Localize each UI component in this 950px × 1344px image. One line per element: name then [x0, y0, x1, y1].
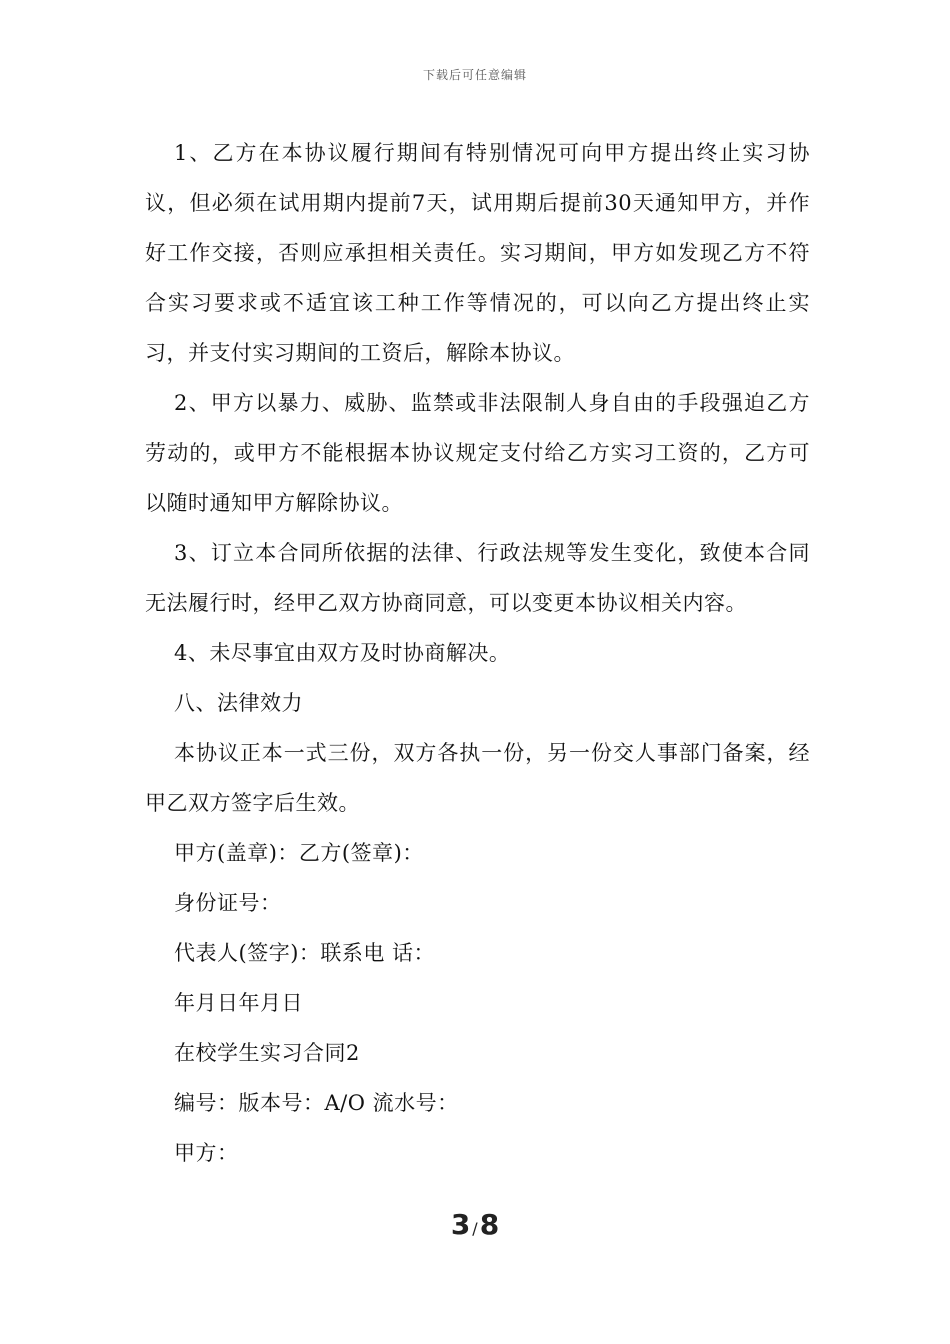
- paragraph-clause-1: 1、乙方在本协议履行期间有特别情况可向甲方提出终止实习协议，但必须在试用期内提前7天，试用期后提前30天通知甲方，并作好工作交接，否则应承担相关责任。实习期间，甲方如发现乙方不符合实习要求或不适宜该工种工作等情况的，可以向乙方提出终止实习，并支付实习期间的工资后，解除本协议。: [145, 141, 810, 365]
- total-page-number: 8: [479, 1208, 500, 1241]
- section-heading-legal-effect: 八、法律效力: [174, 691, 303, 715]
- contract-number-line: 编号：版本号：A/O 流水号：: [174, 1091, 459, 1115]
- page-header: 下载后可任意编辑: [422, 68, 527, 82]
- contract-title-2: 在校学生实习合同2: [174, 1041, 360, 1065]
- document-body: [145, 128, 810, 1178]
- representative-line: 代表人(签字)：联系电 话：: [174, 941, 436, 965]
- page-number: [0, 1208, 950, 1241]
- paragraph-clause-2: 2、甲方以暴力、威胁、监禁或非法限制人身自由的手段强迫乙方劳动的，或甲方不能根据本协议规定支付给乙方实习工资的，乙方可以随时通知甲方解除协议。: [145, 391, 810, 515]
- page-separator: /: [472, 1219, 478, 1238]
- date-line: 年月日年月日: [174, 991, 303, 1015]
- signature-line-parties: 甲方(盖章)：乙方(签章)：: [174, 841, 424, 865]
- paragraph-legal-effect: 本协议正本一式三份，双方各执一份，另一份交人事部门备案，经甲乙双方签字后生效。: [145, 741, 810, 815]
- current-page-number: 3: [450, 1208, 471, 1241]
- party-a-line: 甲方：: [174, 1141, 239, 1165]
- id-number-line: 身份证号：: [174, 891, 282, 915]
- paragraph-clause-3: 3、订立本合同所依据的法律、行政法规等发生变化，致使本合同无法履行时，经甲乙双方协商同意，可以变更本协议相关内容。: [145, 541, 810, 615]
- paragraph-clause-4: 4、未尽事宜由双方及时协商解决。: [174, 641, 511, 665]
